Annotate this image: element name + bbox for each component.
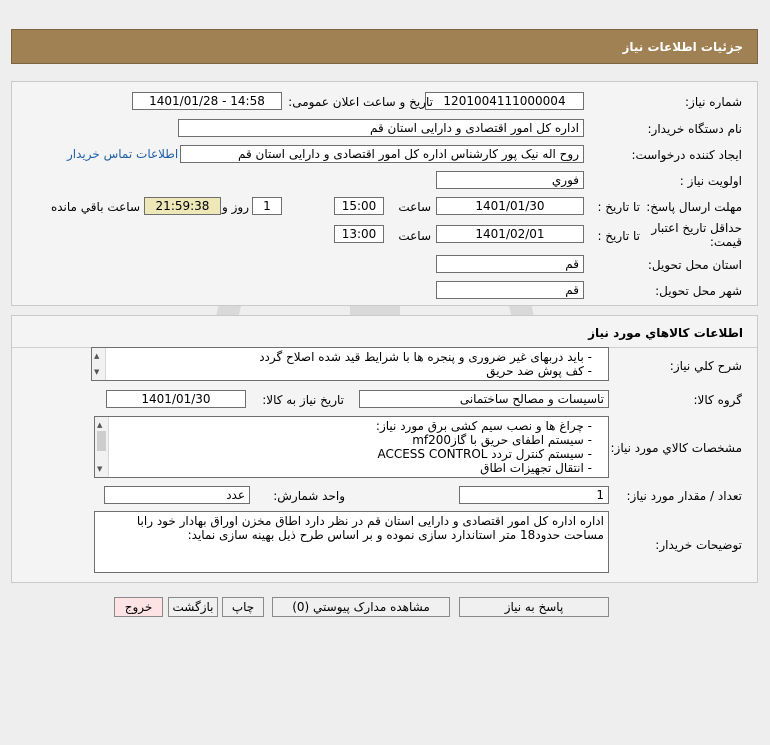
validity-time-label: ساعت: [398, 229, 431, 243]
announce-datetime-field: 1401/01/28 - 14:58: [132, 92, 282, 110]
buyer-org-field: اداره کل امور اقتصادی و دارایی استان قم: [178, 119, 584, 137]
need-number-field: 1201004111000004: [425, 92, 584, 110]
response-deadline-time: 15:00: [334, 197, 384, 215]
goods-specs-label: مشخصات کالاي مورد نیاز:: [610, 441, 742, 455]
general-desc-label: شرح کلي نیاز:: [669, 359, 742, 373]
price-validity-time: 13:00: [334, 225, 384, 243]
remaining-days-field: 1: [252, 197, 282, 215]
need-date-field: 1401/01/30: [106, 390, 246, 408]
general-desc-line: - کف پوش ضد حریق: [486, 364, 592, 378]
request-creator-field: روح اله نیک پور کارشناس اداره کل امور اقتصادی و دارایی استان قم: [180, 145, 584, 163]
specs-line: - سیستم اطفای حریق با گازmf200: [412, 433, 592, 447]
remaining-time-label: ساعت باقي مانده: [50, 200, 140, 214]
delivery-city-field: قم: [436, 281, 584, 299]
response-deadline-label: مهلت ارسال پاسخ:: [646, 200, 742, 214]
response-to-date-label: تا تاریخ :: [597, 200, 640, 214]
response-time-label: ساعت: [398, 200, 431, 214]
response-deadline-date: 1401/01/30: [436, 197, 584, 215]
request-creator-label: ایجاد کننده درخواست:: [631, 148, 742, 162]
exit-button[interactable]: خروج: [114, 597, 163, 617]
unit-label: واحد شمارش:: [273, 489, 345, 503]
buyer-notes-text: اداره اداره کل امور اقتصادی و دارایی استان قم در نظر دارد اطاق مخزن اوراق بهادار خود رابا مساحت حدود18 متر استاندارد سازی نموده و بر اساس طرح ذیل بهینه سازی نماید:: [136, 514, 604, 542]
print-button[interactable]: چاپ: [222, 597, 264, 617]
priority-field: فوري: [436, 171, 584, 189]
delivery-city-label: شهر محل تحویل:: [655, 284, 742, 298]
need-info-panel: [11, 81, 758, 306]
validity-to-date-label: تا تاریخ :: [597, 229, 640, 243]
announce-datetime-label: تاریخ و ساعت اعلان عمومی:: [288, 95, 433, 109]
need-date-label: تاریخ نیاز به کالا:: [262, 393, 344, 407]
desc-scrollbar[interactable]: [92, 348, 106, 380]
general-desc-textarea[interactable]: [91, 347, 609, 381]
buyer-org-label: نام دستگاه خریدار:: [647, 122, 742, 136]
scroll-down-icon[interactable]: ▼: [94, 368, 100, 376]
scroll-down-icon[interactable]: ▼: [97, 465, 103, 473]
scroll-up-icon[interactable]: ▲: [97, 421, 103, 429]
general-desc-line: - باید دربهای غیر ضروری و پنجره ها با شرایط قید شده اصلاح گردد: [259, 350, 592, 364]
quantity-field: 1: [459, 486, 609, 504]
reply-to-need-button[interactable]: پاسخ به نیاز: [459, 597, 609, 617]
goods-specs-textarea[interactable]: [94, 416, 609, 478]
scroll-thumb[interactable]: [97, 431, 106, 451]
delivery-province-label: استان محل تحویل:: [647, 258, 742, 272]
buyer-contact-link[interactable]: اطلاعات تماس خریدار: [67, 147, 179, 161]
back-button[interactable]: بازگشت: [168, 597, 218, 617]
specs-scrollbar[interactable]: [95, 417, 109, 477]
page-header: [11, 29, 758, 64]
buyer-notes-label: توضیحات خریدار:: [655, 538, 742, 552]
page-title: جزئیات اطلاعات نیاز: [622, 40, 743, 54]
quantity-label: تعداد / مقدار مورد نیاز:: [626, 489, 742, 503]
scroll-up-icon[interactable]: ▲: [94, 352, 100, 360]
unit-field: عدد: [104, 486, 250, 504]
specs-line: - چراغ ها و نصب سیم کشی برق مورد نیاز:: [375, 419, 592, 433]
goods-section-title: اطلاعات کالاهاي مورد نیاز: [588, 326, 743, 340]
delivery-province-field: قم: [436, 255, 584, 273]
goods-group-field: تاسیسات و مصالح ساختمانی: [359, 390, 609, 408]
price-validity-label: حداقل تاریخ اعتبار: [651, 221, 742, 235]
view-attachments-button[interactable]: مشاهده مدارک پیوستي (0): [272, 597, 450, 617]
need-number-label: شماره نیاز:: [685, 95, 742, 109]
remaining-time-field: 21:59:38: [144, 197, 221, 215]
price-validity-label-2: قیمت:: [709, 235, 742, 249]
days-label: روز و: [222, 200, 249, 214]
specs-line: - انتقال تجهیزات اطاق: [480, 461, 592, 475]
priority-label: اولویت نیاز :: [679, 174, 742, 188]
goods-group-label: گروه کالا:: [693, 393, 742, 407]
price-validity-date: 1401/02/01: [436, 225, 584, 243]
buyer-notes-textarea[interactable]: [94, 511, 609, 573]
specs-line: - سیستم کنترل تردد ACCESS CONTROL: [377, 447, 592, 461]
